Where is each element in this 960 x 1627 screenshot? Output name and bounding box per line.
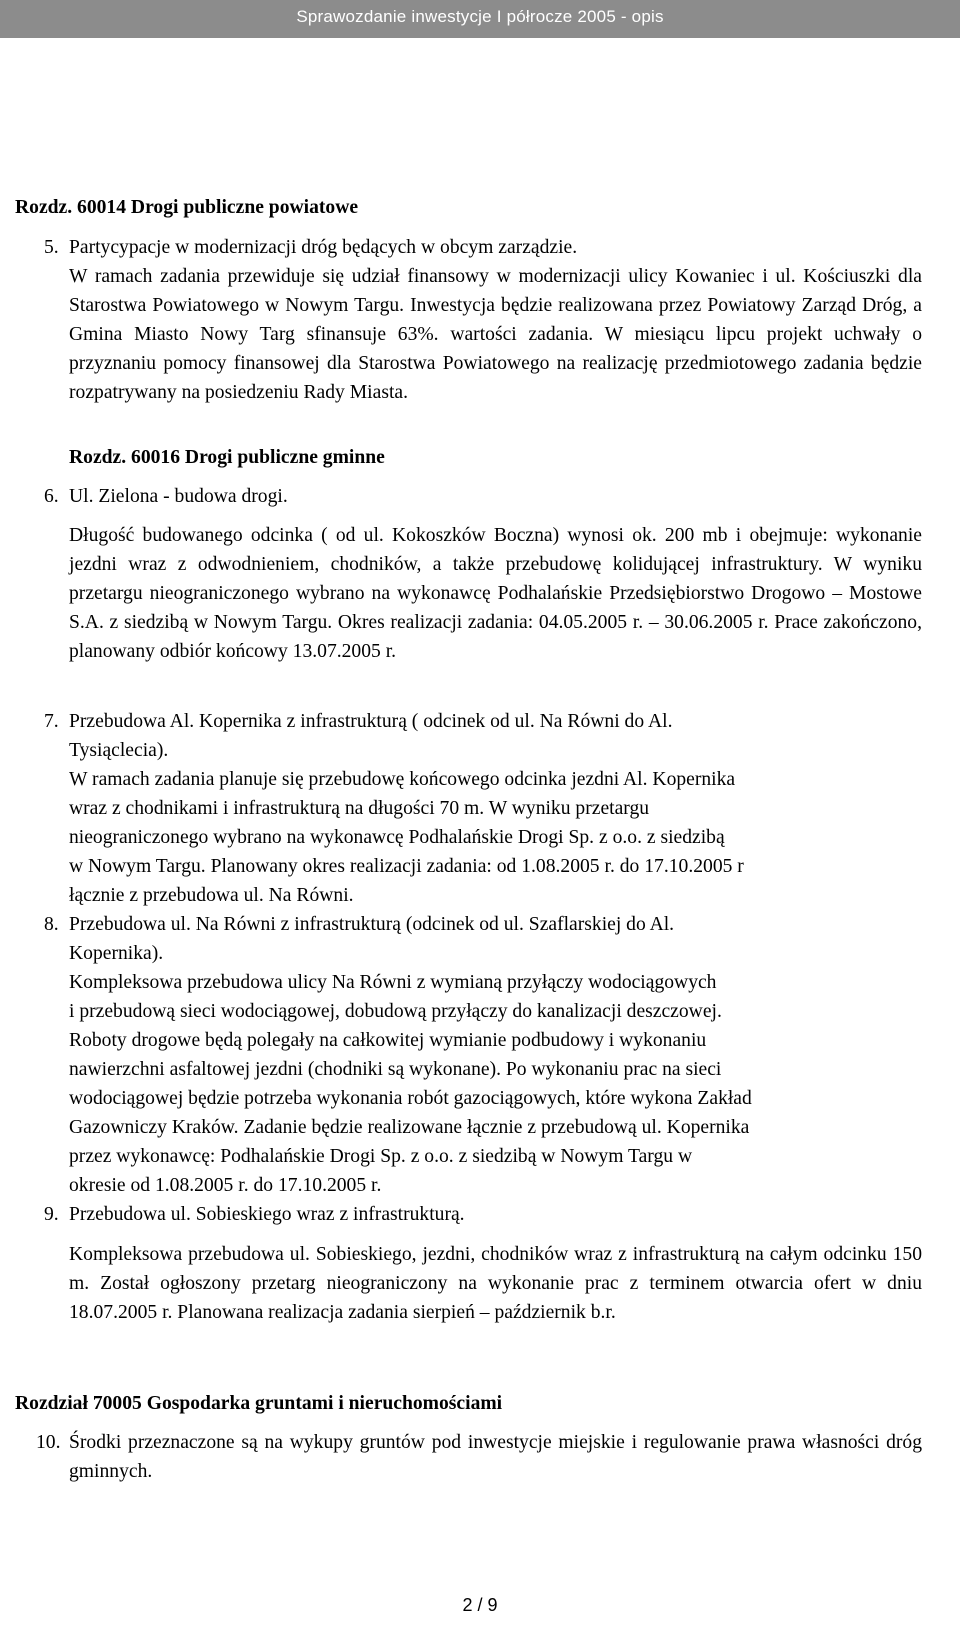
item-title-6: Ul. Zielona - budowa drogi. — [69, 486, 288, 507]
item-title-8-line-2: Kopernika). — [69, 943, 164, 964]
item-title-7-line-1: Przebudowa Al. Kopernika z infrastrukturą ( odcinek od ul. Na Równi do Al. — [69, 711, 673, 732]
item-title-9: Przebudowa ul. Sobieskiego wraz z infrastrukturą. — [69, 1204, 465, 1225]
item-body-8-line: Gazowniczy Kraków. Zadanie będzie realizowane łącznie z przebudową ul. Kopernika — [69, 1117, 750, 1138]
item-body-7-line: nieograniczonego wybrano na wykonawcę Podhalańskie Drogi Sp. z o.o. z siedzibą — [69, 827, 725, 848]
section-heading-60014: Rozdz. 60014 Drogi publiczne powiatowe — [15, 197, 359, 218]
item-title-8-line-1: Przebudowa ul. Na Równi z infrastrukturą (odcinek od ul. Szaflarskiej do Al. — [69, 914, 675, 935]
item-body-10: Środki przeznaczone są na wykupy gruntów pod inwestycje miejskie i regulowanie prawa własności dróg gminnych. — [69, 1432, 922, 1482]
item-body-6: Długość budowanego odcinka ( od ul. Kokoszków Boczna) wynosi ok. 200 mb i obejmuje: wykonanie jezdni wraz z odwodnieniem, chodników, a także przebudowę kolidującej infrastruktury. W wyniku przetargu nieograniczonego wybrano na wykonawcę Podhalańskie Przedsiębiorstwo Drogowo – Mostowe S.A. z siedzibą w Nowym Targu. Okres realizacji zadania: 04.05.2005 r. – 30.06.2005 r. Prace zakończono, planowany odbiór końcowy 13.07.2005 r. — [69, 525, 922, 662]
page-number: 2 / 9 — [462, 1595, 498, 1615]
section-heading-70005: Rozdział 70005 Gospodarka gruntami i nieruchomościami — [15, 1393, 503, 1414]
item-body-7-line: W ramach zadania planuje się przebudowę końcowego odcinka jezdni Al. Kopernika — [69, 769, 736, 790]
item-number-10: 10. — [36, 1432, 61, 1453]
item-body-8-line: okresie od 1.08.2005 r. do 17.10.2005 r. — [69, 1175, 382, 1196]
item-body-7-line: w Nowym Targu. Planowany okres realizacji zadania: od 1.08.2005 r. do 17.10.2005 r — [69, 856, 744, 877]
document-title: Sprawozdanie inwestycje I półrocze 2005 - opis — [296, 7, 664, 26]
item-body-9: Kompleksowa przebudowa ul. Sobieskiego, jezdni, chodników wraz z infrastrukturą na całym odcinku 150 m. Został ogłoszony przetarg nieograniczony na wykonanie prac z terminem otwarcia ofert w dniu 18.07.2005 r. Planowana realizacja zadania sierpień – październik b.r. — [69, 1244, 922, 1323]
item-body-8-line: i przebudową sieci wodociągowej, dobudową przyłączy do kanalizacji deszczowej. — [69, 1001, 722, 1022]
item-title-7-line-2: Tysiąclecia). — [69, 740, 169, 761]
item-title-5: Partycypacje w modernizacji dróg będących w obcym zarządzie. — [69, 237, 578, 258]
item-number-9: 9. — [44, 1204, 59, 1225]
item-number-7: 7. — [44, 711, 59, 732]
section-heading-60016: Rozdz. 60016 Drogi publiczne gminne — [69, 447, 385, 468]
item-body-7-line: wraz z chodnikami i infrastrukturą na długości 70 m. W wyniku przetargu — [69, 798, 650, 819]
item-number-8: 8. — [44, 914, 59, 935]
item-body-8-line: przez wykonawcę: Podhalańskie Drogi Sp. z o.o. z siedzibą w Nowym Targu w — [69, 1146, 693, 1167]
item-body-8-line: wodociągowej będzie potrzeba wykonania robót gazociągowych, które wykona Zakład — [69, 1088, 752, 1109]
document-header — [0, 0, 960, 38]
item-body-8-line: Kompleksowa przebudowa ulicy Na Równi z wymianą przyłączy wodociągowych — [69, 972, 717, 993]
item-number-6: 6. — [44, 486, 59, 507]
item-body-5: W ramach zadania przewiduje się udział finansowy w modernizacji ulicy Kowaniec i ul. Kościuszki dla Starostwa Powiatowego w Nowym Targu. Inwestycja będzie realizowana przez Powiatowy Zarząd Dróg, a Gmina Miasto Nowy Targ sfinansuje 63%. wartości zadania. W miesiącu lipcu projekt uchwały o przyznaniu pomocy finansowej dla Starostwa Powiatowego na realizację przedmiotowego zadania będzie rozpatrywany na posiedzeniu Rady Miasta. — [69, 266, 922, 403]
item-body-8-line: nawierzchni asfaltowej jezdni (chodniki są wykonane). Po wykonaniu prac na sieci — [69, 1059, 722, 1080]
item-number-5: 5. — [44, 237, 59, 258]
item-body-7-line: łącznie z przebudowa ul. Na Równi. — [69, 885, 354, 906]
item-body-8-line: Roboty drogowe będą polegały na całkowitej wymianie podbudowy i wykonaniu — [69, 1030, 707, 1051]
